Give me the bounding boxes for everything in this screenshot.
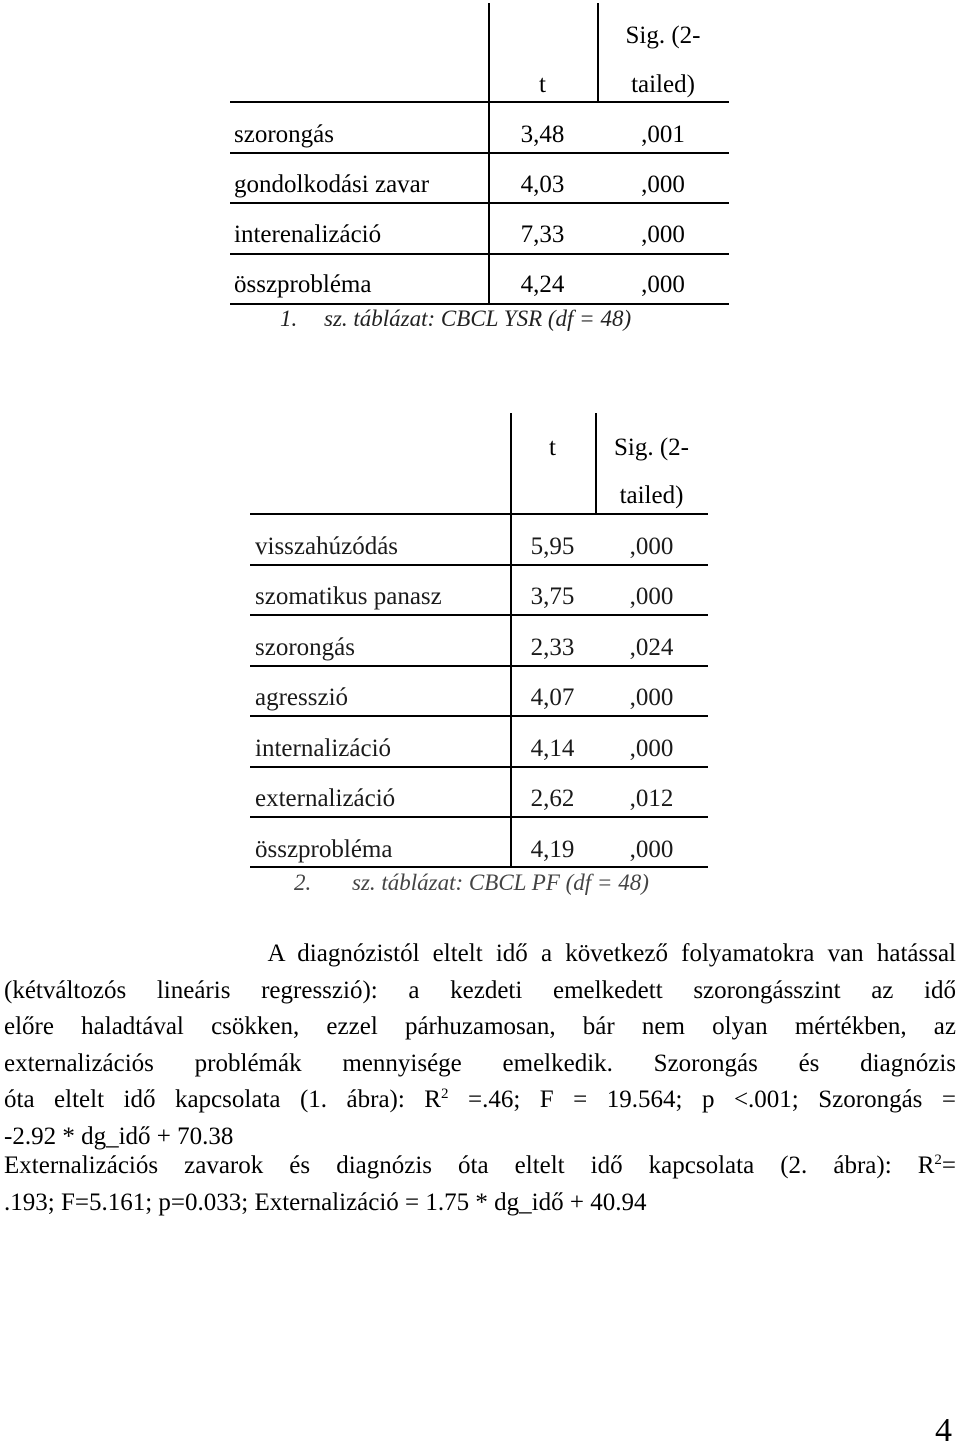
- table-2-rule: [250, 715, 708, 717]
- row-t-value: 2,62: [530, 785, 575, 812]
- paragraph-line: (kétváltozós lineáris regresszió): a kezdeti emelkedett szorongásszint az idő: [4, 976, 956, 1004]
- table-2-header-sig: tailed): [619, 482, 684, 509]
- table-2-caption: [294, 870, 649, 896]
- body-paragraph: [4, 936, 956, 1155]
- table-2-rule: [250, 513, 708, 515]
- caption-number: 2.: [294, 870, 312, 895]
- table-1-rule: [230, 303, 729, 305]
- regression-text: =.46; F = 19.564; p <.001; Szorongás =: [448, 1086, 956, 1113]
- table-2-rule: [250, 564, 708, 566]
- row-sig-value: ,000: [629, 533, 674, 560]
- row-t-value: 4,07: [530, 684, 575, 711]
- row-label: gondolkodási zavar: [234, 171, 430, 198]
- table-2-rule: [250, 816, 708, 818]
- row-label: externalizáció: [255, 785, 396, 812]
- table-2-header-sig: Sig. (2-: [614, 434, 689, 461]
- row-sig-value: ,000: [641, 221, 685, 248]
- row-sig-value: ,000: [641, 271, 685, 298]
- regression-text: Externalizációs zavarok és diagnózis óta eltelt idő kapcsolata (2. ábra): R: [4, 1152, 935, 1179]
- row-t-value: 7,33: [520, 221, 565, 248]
- table-2-rule: [250, 866, 708, 868]
- row-label: szorongás: [234, 121, 334, 148]
- row-sig-value: ,000: [641, 171, 685, 198]
- table-1-caption: [280, 306, 631, 332]
- paragraph-line: .193; F=5.161; p=0.033; Externalizáció = 1.75 * dg_idő + 40.94: [4, 1188, 647, 1216]
- row-sig-value: ,012: [629, 785, 674, 812]
- row-label: internalizáció: [255, 735, 392, 762]
- page-number: 4: [935, 1412, 952, 1449]
- paragraph-line: [4, 1148, 956, 1185]
- table-1-header-sig: Sig. (2-: [625, 22, 701, 49]
- table-1-rule: [230, 202, 729, 204]
- row-t-value: 4,24: [520, 271, 565, 298]
- paragraph-line: A diagnózistól eltelt idő a következő folyamatokra van hatással: [4, 940, 956, 967]
- caption-number: 1.: [280, 306, 298, 331]
- r-squared-exponent: 2: [440, 1086, 449, 1102]
- row-label: agresszió: [255, 684, 349, 711]
- caption-text: sz. táblázat: CBCL YSR (df = 48): [324, 306, 632, 331]
- table-2-rule: [250, 766, 708, 768]
- table-1-header-t: t: [539, 71, 546, 98]
- table-1-rule: [230, 253, 729, 255]
- row-t-value: 4,19: [530, 836, 575, 863]
- paragraph-line: előre haladtával csökken, ezzel párhuzamosan, bár nem olyan mértékben, az: [4, 1013, 956, 1040]
- body-paragraph: [4, 1148, 956, 1221]
- regression-text: óta eltelt idő kapcsolata (1. ábra): R: [4, 1086, 441, 1113]
- row-t-value: 4,03: [520, 171, 565, 198]
- row-label: összprobléma: [234, 271, 372, 298]
- table-1-header-sig: tailed): [631, 71, 695, 98]
- table-1-rule: [230, 101, 729, 103]
- table-1-rule: [230, 152, 729, 154]
- paragraph-line: externalizációs problémák mennyisége emelkedik. Szorongás és diagnózis: [4, 1049, 956, 1077]
- paragraph-line: -2.92 * dg_idő + 70.38: [4, 1122, 234, 1150]
- table-2-rule: [250, 614, 708, 616]
- row-sig-value: ,000: [629, 836, 674, 863]
- r-squared-exponent: 2: [934, 1152, 942, 1168]
- row-label: szorongás: [255, 634, 355, 661]
- row-t-value: 5,95: [530, 533, 575, 560]
- row-label: visszahúzódás: [255, 533, 399, 560]
- caption-text: sz. táblázat: CBCL PF (df = 48): [352, 870, 649, 895]
- row-t-value: 4,14: [530, 735, 575, 762]
- row-sig-value: ,000: [629, 684, 674, 711]
- table-2-rule: [250, 665, 708, 667]
- table-2-header-t: t: [549, 434, 556, 461]
- row-t-value: 2,33: [530, 634, 575, 661]
- row-t-value: 3,75: [530, 583, 575, 610]
- row-label: interenalizáció: [234, 221, 382, 248]
- row-sig-value: ,024: [629, 634, 674, 661]
- row-sig-value: ,000: [629, 583, 674, 610]
- row-t-value: 3,48: [520, 121, 565, 148]
- row-sig-value: ,000: [629, 735, 674, 762]
- row-sig-value: ,001: [641, 121, 685, 148]
- row-label: összprobléma: [255, 836, 393, 863]
- regression-text: =: [941, 1152, 956, 1179]
- paragraph-line: [4, 1082, 956, 1119]
- row-label: szomatikus panasz: [255, 583, 442, 610]
